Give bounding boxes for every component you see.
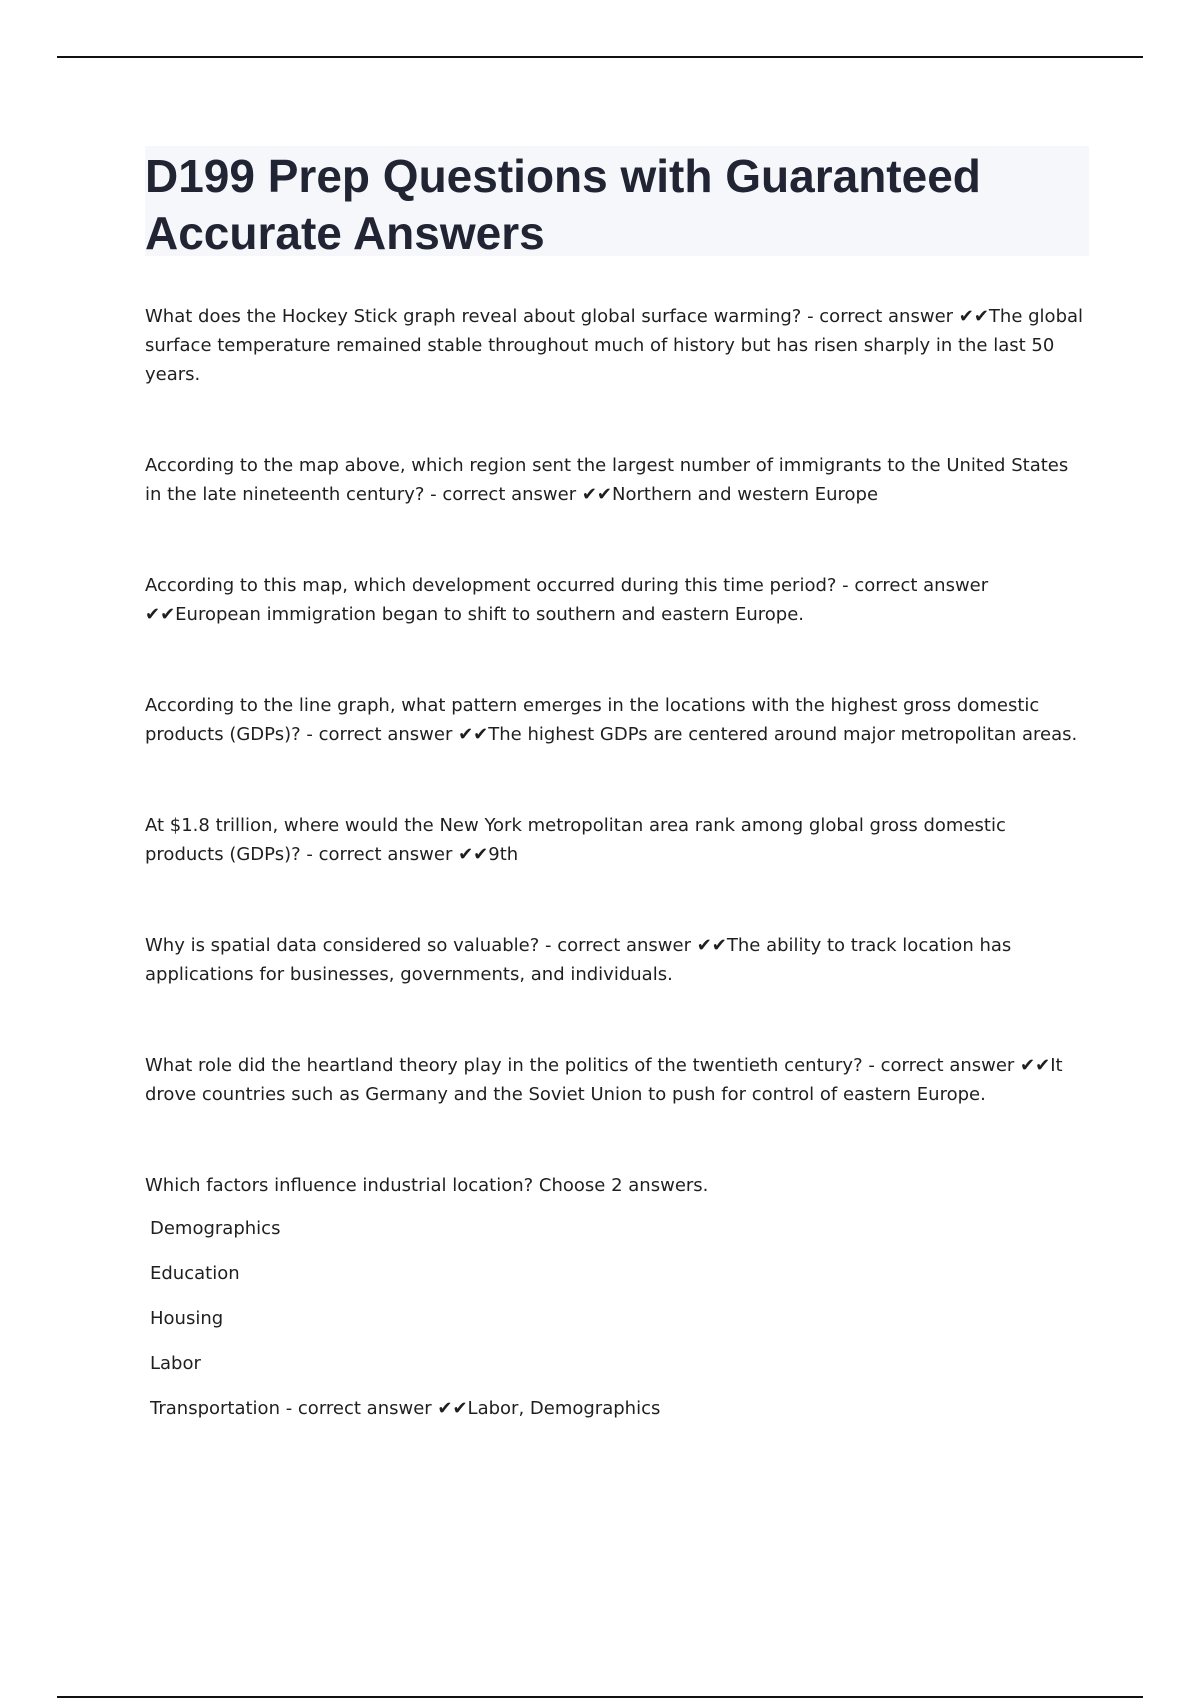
option-item: Housing <box>150 1308 224 1329</box>
option-item: Education <box>150 1263 240 1284</box>
question-item-5: At $1.8 trillion, where would the New York metropolitan area rank among global gross domestic products (GDPs)? - correct answer ✔✔9th <box>145 815 1006 865</box>
question-item-2: According to the map above, which region sent the largest number of immigrants to the United States in the late nineteenth century? - correct answer ✔✔Northern and western Europe <box>145 455 1069 505</box>
option-item: Labor <box>150 1353 201 1374</box>
multi-choice-prompt: Which factors influence industrial location? Choose 2 answers. <box>145 1175 709 1196</box>
document-title: D199 Prep Questions with Guaranteed Accurate Answers <box>145 150 981 259</box>
question-item-4: According to the line graph, what pattern emerges in the locations with the highest gross domestic products (GDPs)? - correct answer ✔✔The highest GDPs are centered around major metropolitan areas. <box>145 695 1078 745</box>
top-rule <box>57 56 1143 58</box>
bottom-rule <box>57 1696 1143 1698</box>
question-item-3: According to this map, which development occurred during this time period? - correct answer ✔✔European immigration began to shift to southern and eastern Europe. <box>145 575 989 625</box>
question-list <box>145 302 1089 1439</box>
multi-choice-question <box>145 1171 1089 1423</box>
question-item-7: What role did the heartland theory play in the politics of the twentieth century? - correct answer ✔✔It drove countries such as Germany and the Soviet Union to push for control of eastern Europe. <box>145 1055 1063 1105</box>
multi-choice-options <box>145 1214 1089 1423</box>
option-item: Transportation - correct answer ✔✔Labor, Demographics <box>150 1398 661 1419</box>
question-item-6: Why is spatial data considered so valuable? - correct answer ✔✔The ability to track location has applications for businesses, governments, and individuals. <box>145 935 1012 985</box>
option-item: Demographics <box>150 1218 281 1239</box>
question-item-1: What does the Hockey Stick graph reveal about global surface warming? - correct answer ✔✔The global surface temperature remained stable throughout much of history but has risen sharply in the last 50 years. <box>145 306 1084 385</box>
